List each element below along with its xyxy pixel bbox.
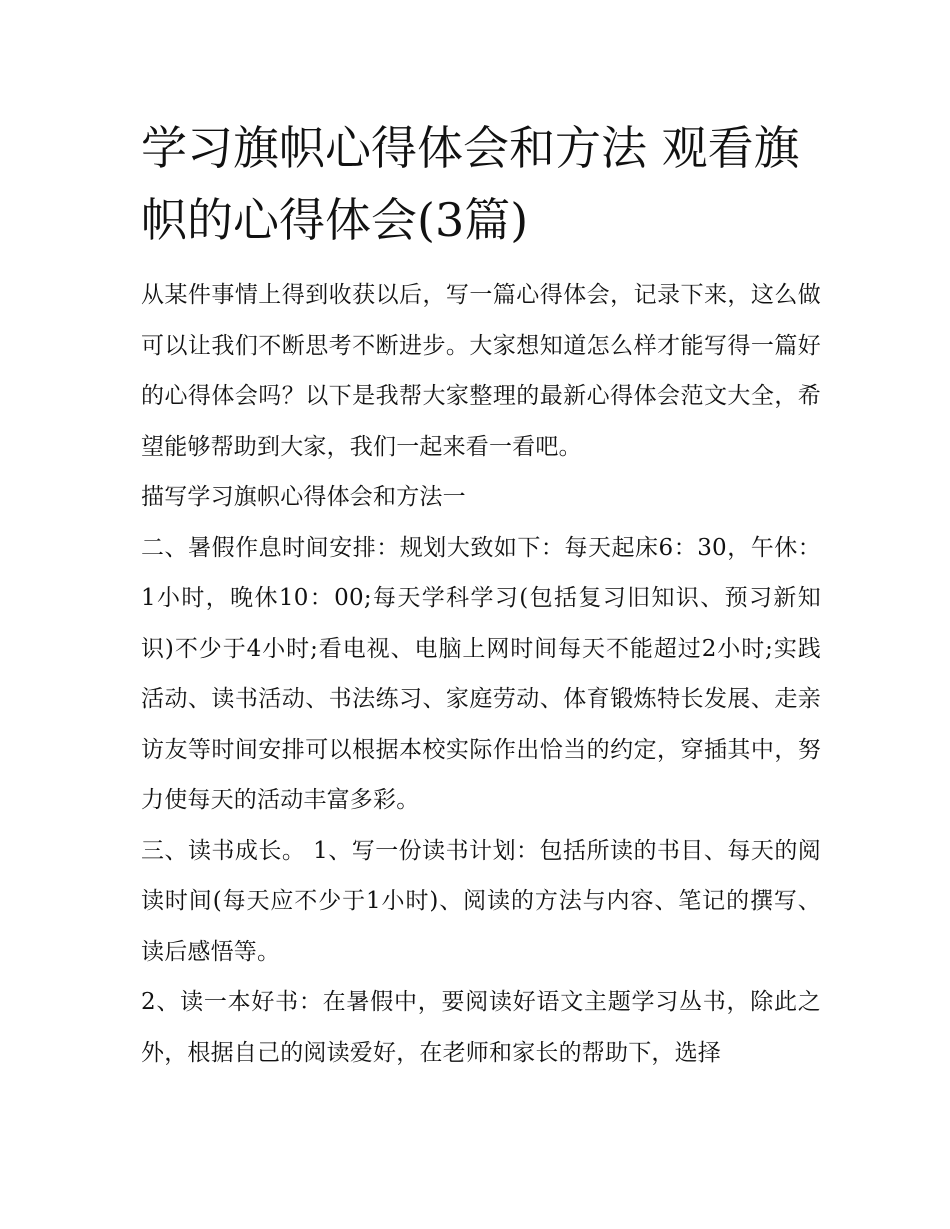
paragraph-reading: 三、读书成长。 1、写一份读书计划：包括所读的书目、每天的阅读时间(每天应不少于1小时)、阅读的方法与内容、笔记的撰写、读后感悟等。 <box>141 837 821 965</box>
paragraph-good-book: 2、读一本好书：在暑假中，要阅读好语文主题学习丛书，除此之外，根据自己的阅读爱好，在老师和家长的帮助下，选择 <box>141 989 821 1066</box>
paragraph-intro: 从某件事情上得到收获以后，写一篇心得体会，记录下来，这么做可以让我们不断思考不断进步。大家想知道怎么样才能写得一篇好的心得体会吗？以下是我帮大家整理的最新心得体会范文大全，希望能够帮助到大家，我们一起来看一看吧。 <box>141 282 821 460</box>
section-heading: 描写学习旗帜心得体会和方法一 <box>141 484 466 510</box>
document-title: 学习旗帜心得体会和方法 观看旗帜的心得体会(3篇) <box>141 121 800 247</box>
paragraph-schedule: 二、暑假作息时间安排：规划大致如下：每天起床6：30，午休：1小时，晚休10：00;每天学科学习(包括复习旧知识、预习新知识)不少于4小时;看电视、电脑上网时间每天不能超过2小时;实践活动、读书活动、书法练习、家庭劳动、体育锻炼特长发展、走亲访友等时间安排可以根据本校实际作出恰当的约定，穿插其中，努力使每天的活动丰富多彩。 <box>141 534 821 813</box>
document-body <box>141 112 821 1078</box>
